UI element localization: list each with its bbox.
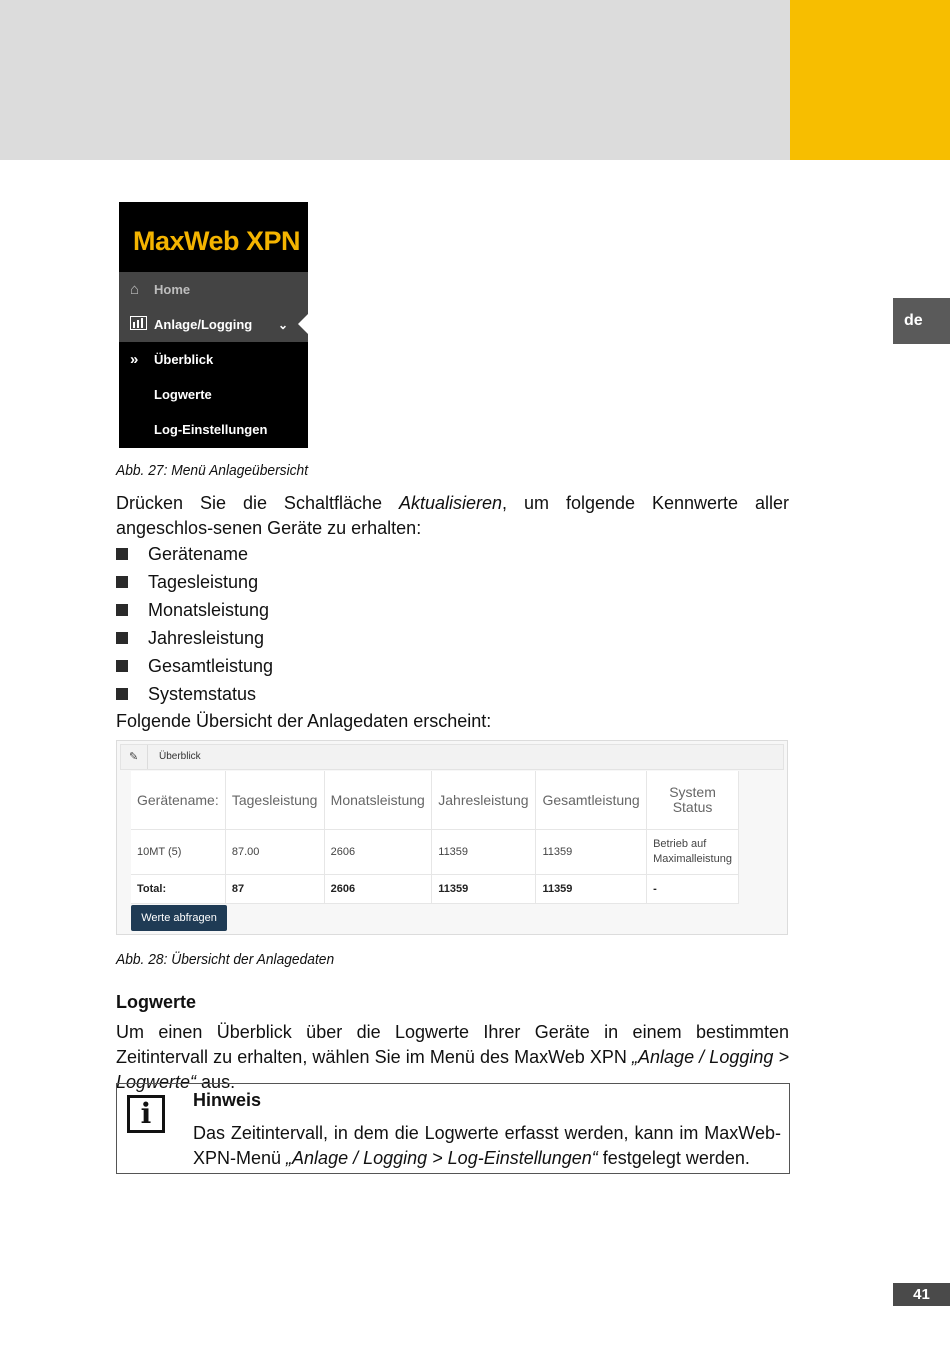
- list-item: [116, 624, 273, 652]
- intro-text-suffix: , um folgende Kennwerte aller angeschlos-senen Geräte zu erhalten:: [116, 493, 789, 538]
- bullet-list: [116, 540, 273, 708]
- menu-item-logwerte[interactable]: [119, 377, 308, 412]
- language-tab: de: [893, 298, 950, 344]
- column-header: Gesamtleistung: [536, 771, 647, 830]
- hint-text-prefix: Das Zeitintervall, in dem die Logwerte erfasst werden, kann im MaxWeb-XPN-Menü: [193, 1123, 781, 1168]
- menu-item-label: Log-Einstellungen: [154, 422, 268, 437]
- hint-text-suffix: festgelegt werden.: [597, 1148, 750, 1168]
- menu-screenshot: [119, 202, 308, 448]
- menu-item-ueberblick[interactable]: [119, 342, 308, 377]
- column-header: Gerätename:: [131, 771, 225, 830]
- section-heading: Logwerte: [116, 992, 197, 1012]
- column-header: System Status: [647, 771, 739, 830]
- logwerte-menu-path: „Anlage / Logging > Logwerte“: [116, 1047, 789, 1092]
- logwerte-text: Um einen Überblick über die Logwerte Ihrer Geräte in einem bestimmten Zeitintervall zu erhalten, wählen Sie im Menü des MaxWeb XPN: [116, 1022, 789, 1067]
- menu-item-label: Überblick: [154, 352, 214, 367]
- table-cell: -: [647, 875, 739, 904]
- figure-27-caption: Abb. 27: Menü Anlageübersicht: [116, 462, 309, 479]
- overview-screenshot: [116, 740, 788, 935]
- column-header: Tagesleistung: [225, 771, 324, 830]
- bar-chart-icon: [130, 316, 154, 334]
- table-row: [131, 830, 739, 875]
- table-cell: Total:: [131, 875, 225, 904]
- list-item-text: Jahresleistung: [148, 628, 265, 648]
- list-item: [116, 540, 273, 568]
- list-item-text: Systemstatus: [148, 684, 257, 704]
- table-cell: 10MT (5): [131, 830, 225, 875]
- table-cell: 11359: [432, 875, 536, 904]
- column-header: Jahresleistung: [432, 771, 536, 830]
- bullet-square-icon: [116, 604, 128, 616]
- bullet-square-icon: [116, 632, 128, 644]
- list-item: [116, 568, 273, 596]
- pencil-icon[interactable]: ✎: [129, 751, 139, 763]
- list-item-text: Tagesleistung: [148, 572, 259, 592]
- menu-item-label: Home: [154, 282, 191, 297]
- hint-menu-path: „Anlage / Logging > Log-Einstellungen“: [286, 1148, 598, 1168]
- header-band: [0, 0, 790, 160]
- chevron-down-icon: ⌄: [277, 318, 288, 332]
- overview-table: [131, 771, 739, 904]
- table-cell: 87: [225, 875, 324, 904]
- figure-28-caption: Abb. 28: Übersicht der Anlagedaten: [116, 951, 335, 968]
- hint-text: [193, 1121, 781, 1171]
- bullet-square-icon: [116, 548, 128, 560]
- table-cell: Betrieb auf Maximalleistung: [647, 830, 739, 875]
- overview-intro: Folgende Übersicht der Anlagedaten erscheint:: [116, 711, 492, 731]
- menu-item-label: Anlage/Logging: [154, 317, 253, 332]
- menu-item-anlage-logging[interactable]: [119, 307, 308, 342]
- intro-text: Drücken Sie die Schaltfläche: [116, 493, 399, 513]
- bullet-square-icon: [116, 576, 128, 588]
- list-item: [116, 680, 273, 708]
- list-item-text: Gerätename: [148, 544, 249, 564]
- bullet-square-icon: [116, 660, 128, 672]
- home-icon: ⌂: [130, 281, 140, 298]
- intro-italic: Aktualisieren: [398, 493, 503, 513]
- table-cell: 11359: [432, 830, 536, 875]
- table-cell: 2606: [324, 830, 432, 875]
- menu-title: MaxWeb XPN: [133, 226, 301, 256]
- menu-item-home[interactable]: [119, 272, 308, 307]
- list-item: [116, 652, 273, 680]
- header-accent: [790, 0, 950, 160]
- intro-paragraph: [116, 491, 789, 541]
- info-icon: i: [127, 1095, 165, 1133]
- column-header: Monatsleistung: [324, 771, 432, 830]
- list-item-text: Gesamtleistung: [148, 656, 274, 676]
- bullet-square-icon: [116, 688, 128, 700]
- logwerte-text-suffix: aus.: [196, 1072, 236, 1092]
- divider: [147, 745, 148, 769]
- table-cell: 11359: [536, 875, 647, 904]
- double-chevron-icon: »: [130, 351, 139, 368]
- table-cell: 2606: [324, 875, 432, 904]
- overview-header: [120, 744, 784, 770]
- list-item-text: Monatsleistung: [148, 600, 270, 620]
- active-notch: [298, 314, 308, 334]
- page-number: 41: [893, 1283, 950, 1306]
- menu-item-log-einstellungen[interactable]: [119, 412, 308, 447]
- werte-abfragen-button[interactable]: Werte abfragen: [131, 905, 227, 931]
- list-item: [116, 596, 273, 624]
- table-cell: 11359: [536, 830, 647, 875]
- hint-box: [116, 1083, 790, 1174]
- overview-header-title: Überblick: [159, 751, 201, 762]
- menu-item-label: Logwerte: [154, 387, 212, 402]
- table-cell: 87.00: [225, 830, 324, 875]
- table-header-row: [131, 771, 739, 830]
- hint-title: Hinweis: [193, 1090, 262, 1110]
- table-total-row: [131, 875, 739, 904]
